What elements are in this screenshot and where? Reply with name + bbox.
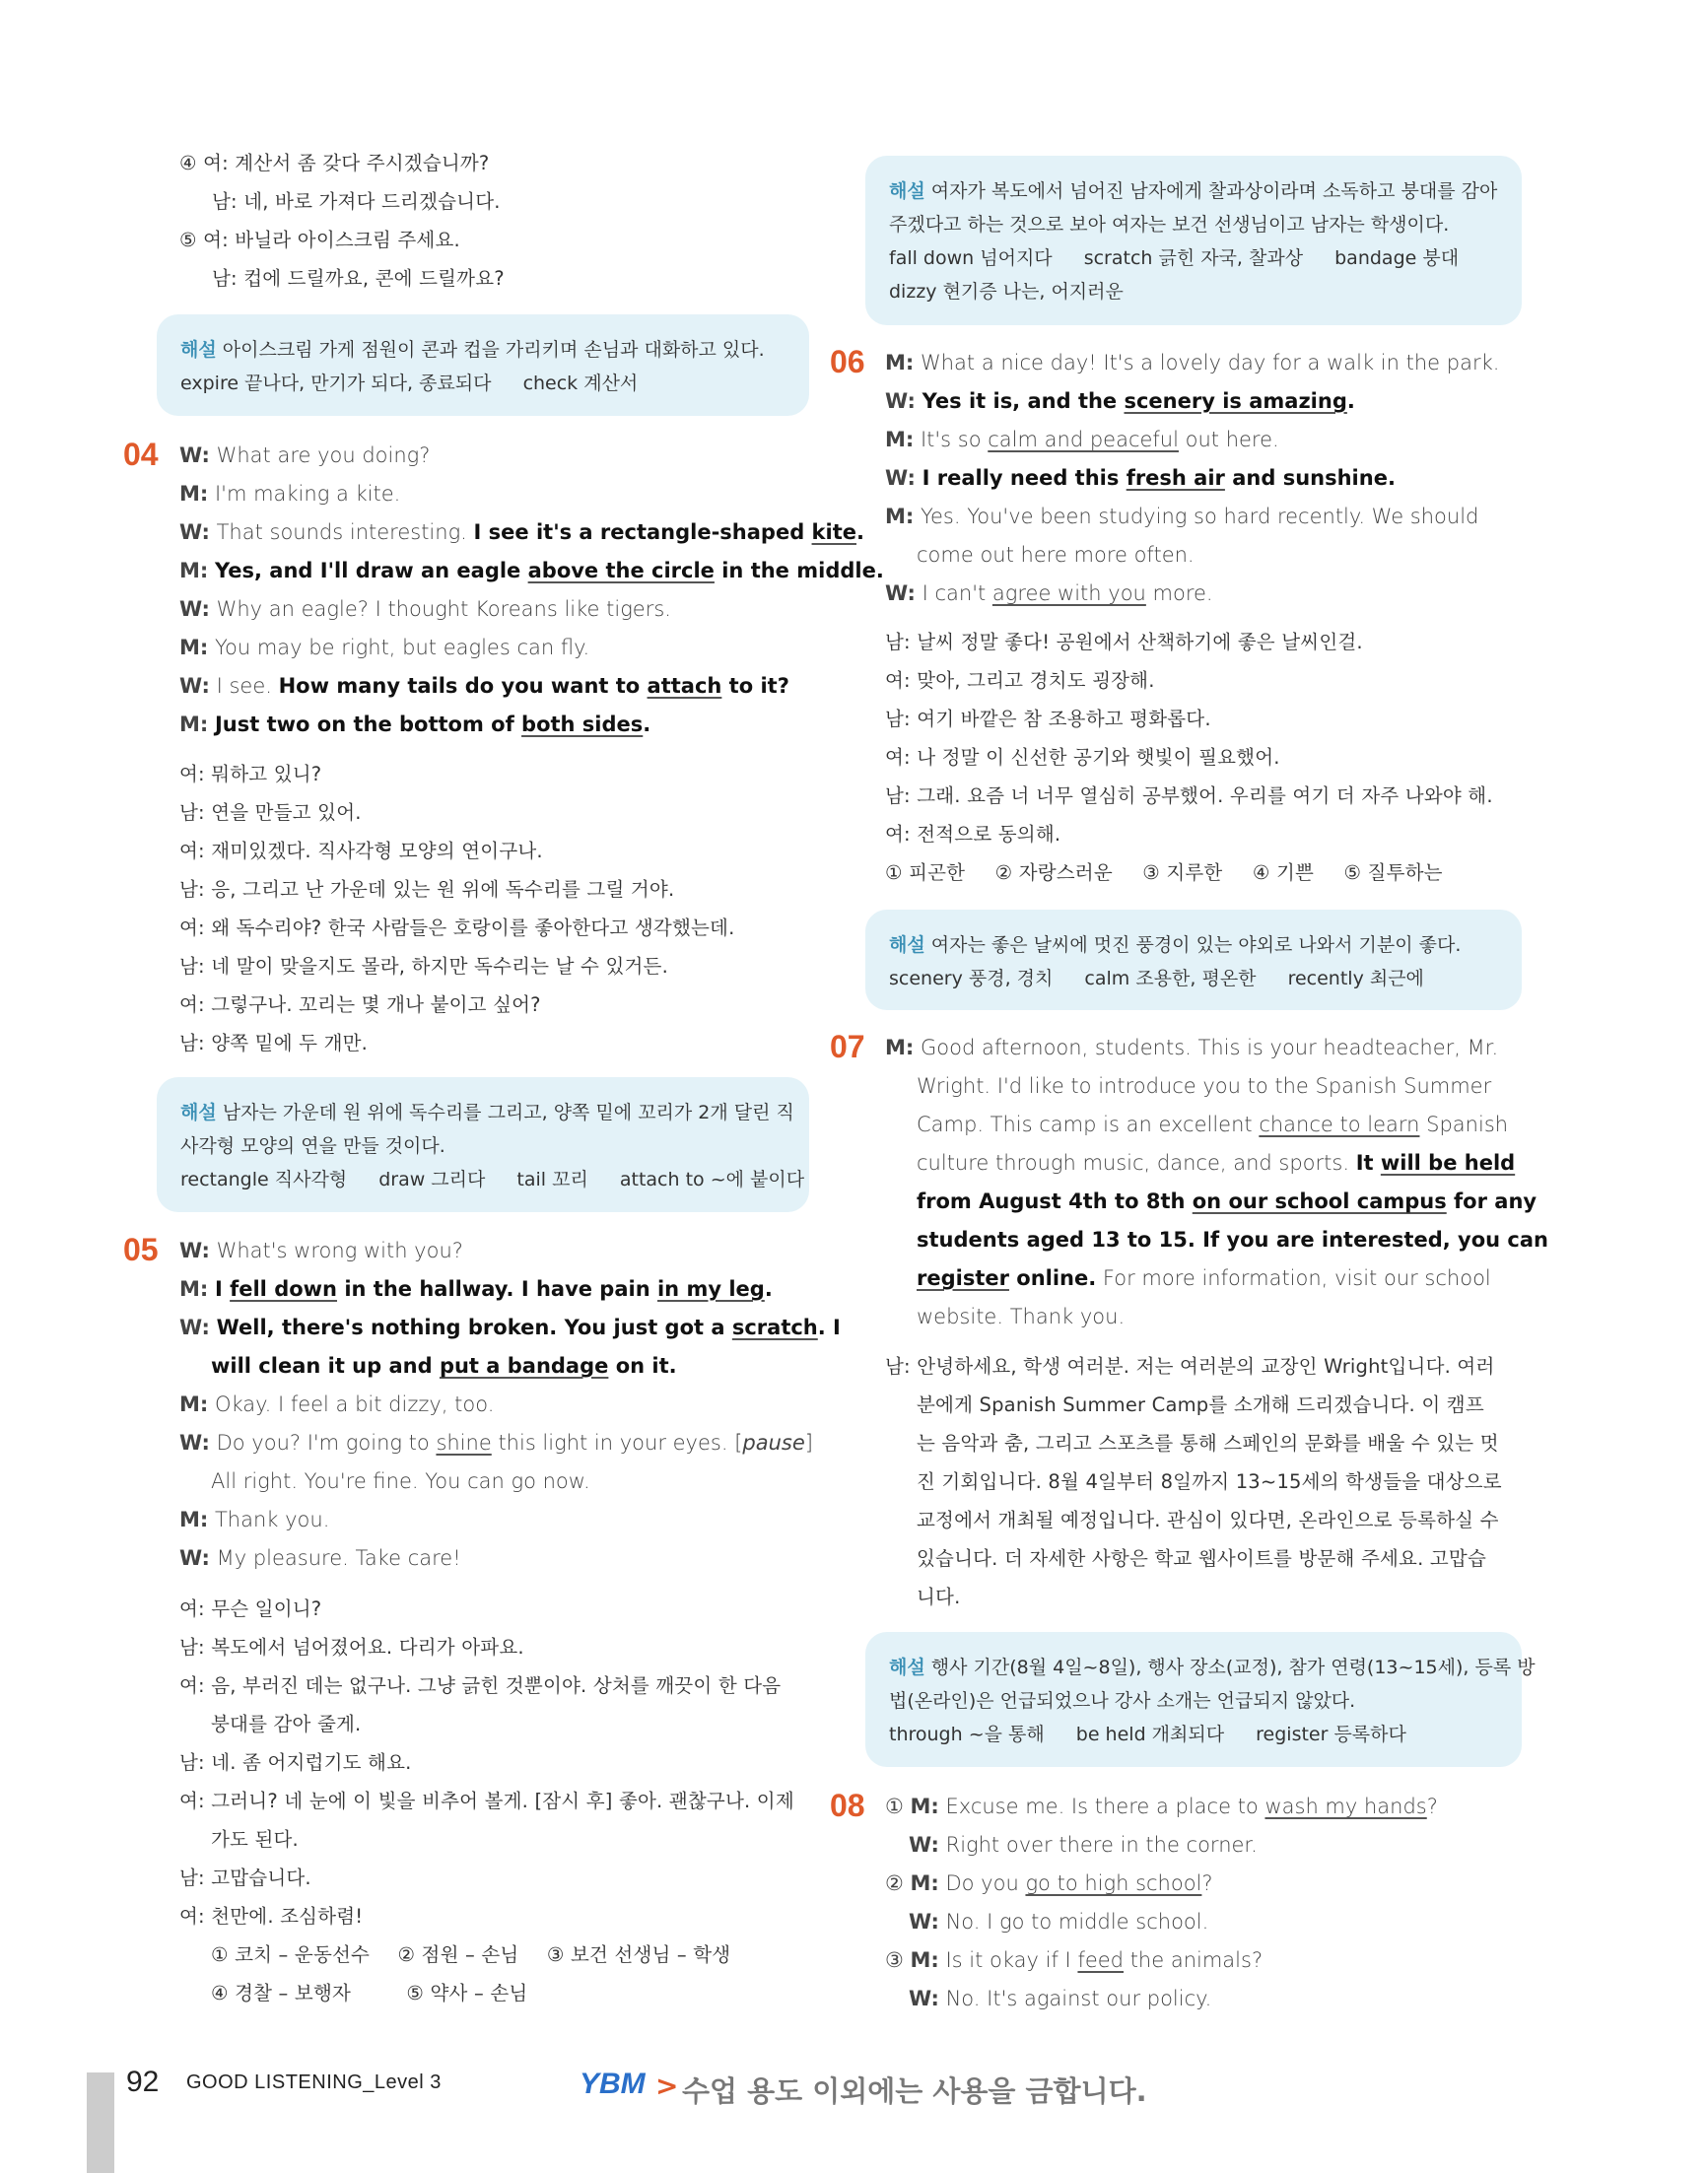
vocab-item: be held 개최되다 [1075,1724,1225,1745]
dialog-line: W: Well, there's nothing broken. You just got a scratch. I [179,1316,841,1339]
translation-line: 남: 여기 바깥은 참 조용하고 평화롭다. [885,708,1211,730]
explanation-text [180,1099,809,1126]
answer-option: ① 코치 – 운동선수 [211,1943,371,1966]
dialog-line: All right. You're fine. You can go now. [211,1469,590,1493]
dialog-line: Wright. I'd like to introduce you to the Spanish Summer [917,1074,1492,1098]
translation-line: 남: 양쪽 밑에 두 개만. [179,1032,369,1054]
translation-line: 니다. [917,1586,961,1608]
dialog-line: M: I fell down in the hallway. I have pain in my leg. [179,1277,773,1301]
explanation-text [180,336,809,364]
translation-line: 여: 그러니? 네 눈에 이 빛을 비추어 볼게. [잠시 후] 좋아. 괜찮구나. 이제 [179,1790,794,1812]
answer-option: ④ 기쁜 [1252,861,1315,884]
answer-option: ① 피곤한 [885,861,966,884]
explanation-text: 사각형 모양의 연을 만들 것이다. [180,1135,445,1157]
dialog-line: M: Okay. I feel a bit dizzy, too. [179,1392,495,1416]
q7-explanation-box [865,1632,1536,1767]
answer-option: ⑤ 약사 – 손님 [406,1982,528,2004]
vocab-line [889,1721,1522,1748]
explanation-body: 여자가 복도에서 넘어진 남자에게 찰과상이라며 소독하고 붕대를 감아 [930,180,1498,202]
vocab-item: scratch 긁힌 자국, 찰과상 [1083,247,1304,269]
answer-options [885,859,1522,887]
translation-line: 남: 그래. 요즘 너 너무 열심히 공부했어. 우리를 여기 더 자주 나와야 해. [885,784,1493,807]
dialog-line: W: I really need this fresh air and sunshine. [885,466,1396,490]
vocab-item: check 계산서 [522,373,639,394]
book-title: GOOD LISTENING_Level 3 [186,2071,442,2093]
dialog-line: ① M: Excuse me. Is there a place to wash my hands? [885,1795,1438,1818]
translation-line: 분에게 Spanish Summer Camp를 소개해 드리겠습니다. 이 캠프 [917,1393,1484,1416]
answer-option: ④ 경찰 – 보행자 [211,1982,352,2004]
translation-line: 남: 응, 그리고 난 가운데 있는 원 위에 독수리를 그릴 거야. [179,878,675,901]
dialog-line: Camp. This camp is an excellent chance to learn Spanish [917,1113,1509,1136]
q3-option-line: ④ 여: 계산서 좀 갖다 주시겠습니까? [179,152,490,174]
q6-explanation-box [865,910,1522,1010]
vocab-item: fall down 넘어지다 [889,247,1053,269]
q4-explanation-box [157,1077,809,1212]
page-number: 92 [126,2066,160,2098]
dialog-line: W: Right over there in the corner. [909,1833,1258,1857]
vocab-line [889,278,1522,306]
translation-line: 교정에서 개최될 예정입니다. 관심이 있다면, 온라인으로 등록하실 수 [917,1509,1499,1531]
vocab-item: through ~을 통해 [889,1724,1045,1745]
translation-line: 남: 네 말이 맞을지도 몰라, 하지만 독수리는 날 수 있거든. [179,955,668,978]
explanation-body: 아이스크림 가게 점원이 콘과 컵을 가리키며 손님과 대화하고 있다. [222,339,765,361]
question-number-06: 06 [830,344,865,379]
dialog-line: students aged 13 to 15. If you are interested, you can [917,1228,1548,1252]
chevron-right-icon: > [655,2070,679,2102]
explanation-label: 해설 [180,339,217,361]
vocab-item: attach to ~에 붙이다 [619,1169,805,1190]
translation-line: 여: 음, 부러진 데는 없구나. 그냥 긁힌 것뿐이야. 상처를 깨끗이 한 다음 [179,1674,782,1697]
dialog-line: M: Just two on the bottom of both sides. [179,713,651,736]
explanation-body: 여자는 좋은 날씨에 멋진 풍경이 있는 야외로 나와서 기분이 좋다. [930,934,1462,956]
dialog-line: M: I'm making a kite. [179,482,401,506]
dialog-line: ② M: Do you go to high school? [885,1871,1213,1895]
vocab-item: dizzy 현기증 나는, 어지러운 [889,281,1124,303]
dialog-line: ③ M: Is it okay if I feed the animals? [885,1948,1264,1972]
q3-explanation-box [157,314,809,416]
translation-line: 진 기회입니다. 8월 4일부터 8일까지 13~15세의 학생들을 대상으로 [917,1470,1502,1493]
dialog-line: register online. For more information, visit our school [917,1266,1491,1290]
translation-line: 남: 복도에서 넘어졌어요. 다리가 아파요. [179,1636,524,1659]
usage-notice: 수업 용도 이외에는 사용을 금합니다. [682,2074,1147,2108]
dialog-line: M: Yes. You've been studying so hard recently. We should [885,505,1479,528]
vocab-item: expire 끝나다, 만기가 되다, 종료되다 [180,373,492,394]
dialog-line: M: Thank you. [179,1508,330,1531]
vocab-item: register 등록하다 [1256,1724,1406,1745]
explanation-label: 해설 [889,1657,925,1678]
translation-line: 여: 맞아, 그리고 경치도 굉장해. [885,669,1155,692]
q3-option-line: ⑤ 여: 바닐라 아이스크림 주세요. [179,229,460,251]
question-number-08: 08 [830,1788,865,1823]
vocab-item: bandage 붕대 [1334,247,1460,269]
question-number-04: 04 [123,437,159,472]
translation-line: 여: 나 정말 이 신선한 공기와 햇빛이 필요했어. [885,746,1280,769]
answer-option: ③ 지루한 [1142,861,1223,884]
explanation-text [889,177,1522,205]
dialog-line: W: I can't agree with you more. [885,581,1213,605]
dialog-line: website. Thank you. [917,1305,1126,1328]
dialog-line: W: What's wrong with you? [179,1239,463,1262]
explanation-label: 해설 [180,1102,217,1123]
dialog-line: M: It's so calm and peaceful out here. [885,428,1279,451]
footer-side-bar [87,2072,114,2173]
explanation-text [889,1654,1536,1681]
vocab-line [180,370,809,397]
explanation-text: 주겠다고 하는 것으로 보아 여자는 보건 선생님이고 남자는 학생이다. [889,214,1450,236]
answer-options [211,1941,818,1969]
dialog-line: W: No. I go to middle school. [909,1910,1209,1934]
translation-line: 여: 무슨 일이니? [179,1597,322,1620]
vocab-item: calm 조용한, 평온한 [1084,968,1257,989]
translation-line: 남: 고맙습니다. [179,1867,311,1889]
dialog-line: W: I see. How many tails do you want to attach to it? [179,674,789,698]
dialog-line: W: Why an eagle? I thought Koreans like tigers. [179,597,671,621]
vocab-line [889,244,1522,272]
answer-option: ② 자랑스러운 [994,861,1113,884]
translation-line: 여: 그렇구나. 꼬리는 몇 개나 붙이고 싶어? [179,993,541,1016]
answer-option: ③ 보건 선생님 – 학생 [546,1943,731,1966]
translation-line: 여: 재미있겠다. 직사각형 모양의 연이구나. [179,840,543,862]
translation-line: 는 음악과 춤, 그리고 스포츠를 통해 스페인의 문화를 배울 수 있는 멋 [917,1432,1499,1455]
dialog-line: culture through music, dance, and sports. It will be held [917,1151,1516,1175]
explanation-label: 해설 [889,934,925,956]
dialog-line: W: Yes it is, and the scenery is amazing. [885,389,1355,413]
explanation-text: 법(온라인)은 언급되었으나 강사 소개는 언급되지 않았다. [889,1690,1356,1712]
vocab-item: tail 꼬리 [516,1169,588,1190]
dialog-line: will clean it up and put a bandage on it. [211,1354,677,1378]
vocab-item: recently 최근에 [1287,968,1424,989]
question-number-07: 07 [830,1029,865,1064]
translation-line: 붕대를 감아 줄게. [211,1713,362,1735]
dialog-line: M: You may be right, but eagles can fly. [179,636,590,659]
vocab-line [180,1166,809,1193]
translation-line: 여: 뭐하고 있니? [179,763,322,785]
dialog-line: W: Do you? I'm going to shine this light in your eyes. [pause] [179,1431,813,1455]
q3-option-line: 남: 네, 바로 가져다 드리겠습니다. [212,190,501,213]
question-number-05: 05 [123,1232,159,1267]
translation-line: 남: 네. 좀 어지럽기도 해요. [179,1751,412,1774]
vocab-line [889,965,1522,992]
dialog-line: W: What are you doing? [179,443,431,467]
translation-line: 가도 된다. [211,1828,299,1851]
translation-line: 여: 왜 독수리야? 한국 사람들은 호랑이를 좋아한다고 생각했는데. [179,917,735,939]
vocab-item: scenery 풍경, 경치 [889,968,1054,989]
answer-option: ⑤ 질투하는 [1343,861,1443,884]
translation-line: 남: 안녕하세요, 학생 여러분. 저는 여러분의 교장인 Wright입니다. 여러 [885,1355,1495,1378]
vocab-item: rectangle 직사각형 [180,1169,348,1190]
explanation-body: 남자는 가운데 원 위에 독수리를 그리고, 양쪽 밑에 꼬리가 2개 달린 직 [222,1102,794,1123]
explanation-text [889,931,1522,959]
q3-option-line: 남: 컵에 드릴까요, 콘에 드릴까요? [212,267,505,290]
translation-line: 남: 날씨 정말 좋다! 공원에서 산책하기에 좋은 날씨인걸. [885,631,1363,653]
translation-line: 있습니다. 더 자세한 사항은 학교 웹사이트를 방문해 주세요. 고맙습 [917,1547,1486,1570]
answer-option: ② 점원 – 손님 [397,1943,519,1966]
explanation-label: 해설 [889,180,925,202]
dialog-line: W: That sounds interesting. I see it's a rectangle-shaped kite. [179,520,864,544]
dialog-line: W: My pleasure. Take care! [179,1546,461,1570]
answer-options [211,1980,818,2007]
dialog-line: from August 4th to 8th on our school campus for any [917,1189,1537,1213]
translation-line: 여: 전적으로 동의해. [885,823,1061,846]
vocab-item: draw 그리다 [378,1169,486,1190]
explanation-body: 행사 기간(8월 4일~8일), 행사 장소(교정), 참가 연령(13~15세), 등록 방 [930,1657,1536,1678]
translation-line: 남: 연을 만들고 있어. [179,801,362,824]
dialog-line: M: What a nice day! It's a lovely day for a walk in the park. [885,351,1500,374]
dialog-line: W: No. It's against our policy. [909,1987,1212,2010]
translation-line: 여: 천만에. 조심하렴! [179,1905,364,1928]
dialog-line: come out here more often. [917,543,1195,567]
dialog-line: M: Yes, and I'll draw an eagle above the circle in the middle. [179,559,884,582]
dialog-line: M: Good afternoon, students. This is your headteacher, Mr. [885,1036,1499,1059]
q5-explanation-box [865,156,1522,325]
publisher-logo: YBM [580,2068,646,2100]
